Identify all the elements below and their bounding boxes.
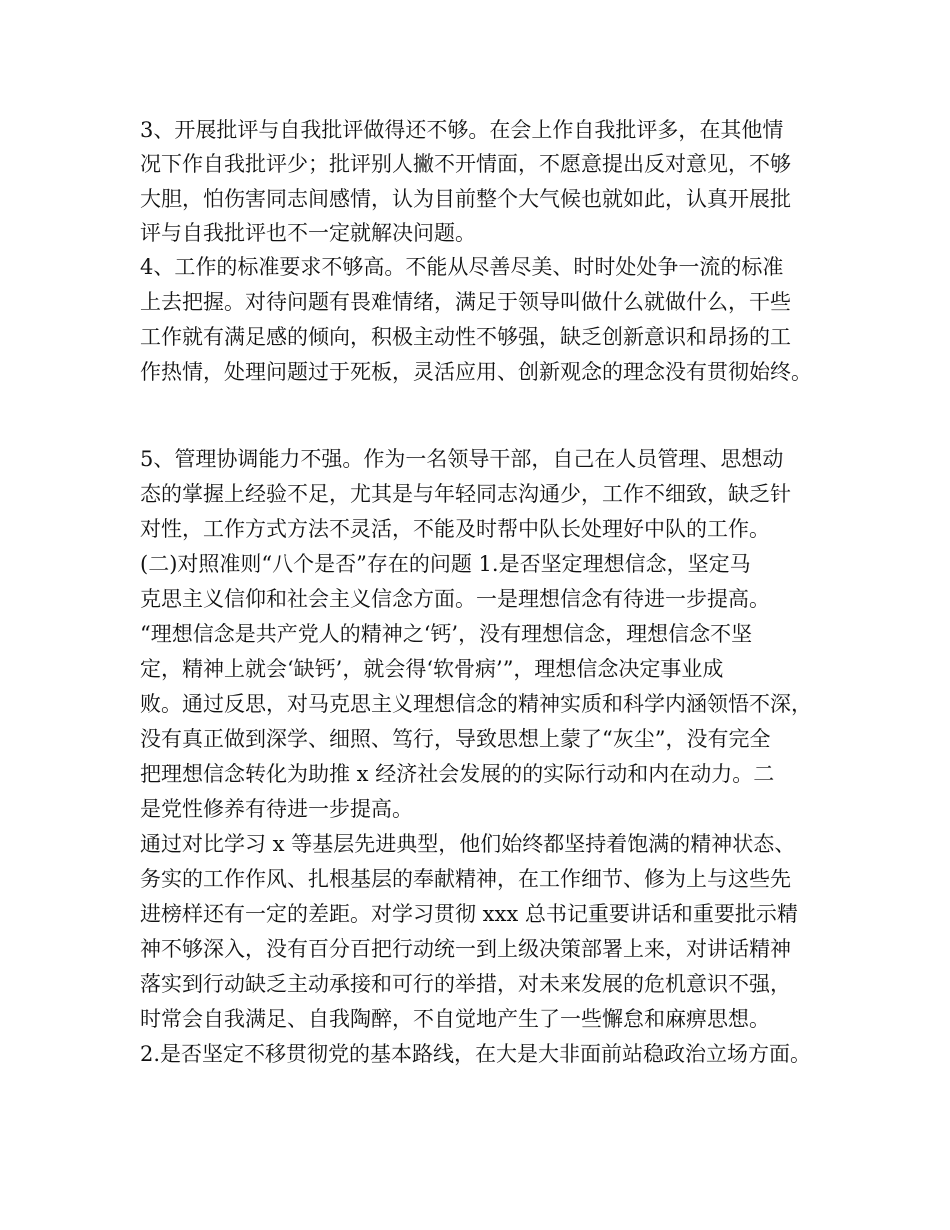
text-line: “理想信念是共产党人的精神之‘钙’，没有理想信念，理想信念不坚 (140, 622, 753, 646)
text-line: 况下作自我批评少；批评别人撇不开情面，不愿意提出反对意见，不够 (140, 152, 791, 176)
text-line: 通过对比学习 x 等基层先进典型，他们始终都坚持着饱满的精神状态、 (140, 832, 796, 856)
text-line: 上去把握。对待问题有畏难情绪，满足于领导叫做什么就做什么，干些 (140, 290, 791, 314)
text-line: 大胆，怕伤害同志间感情，认为目前整个大气候也就如此，认真开展批 (140, 187, 791, 211)
text-line: (二)对照准则“八个是否”存在的问题 1.是否坚定理想信念，坚定马 (140, 552, 751, 576)
text-line: 时常会自我满足、自我陶醉，不自觉地产生了一些懈怠和麻痹思想。 (140, 1007, 770, 1031)
text-line: 把理想信念转化为助推 x 经济社会发展的的实际行动和内在动力。二 (140, 762, 775, 786)
text-line: 2.是否坚定不移贯彻党的基本路线，在大是大非面前站稳政治立场方面。 (140, 1042, 812, 1066)
text-line: 5、管理协调能力不强。作为一名领导干部，自己在人员管理、思想动 (140, 447, 784, 471)
text-line: 神不够深入，没有百分百把行动统一到上级决策部署上来，对讲话精神 (140, 937, 791, 961)
text-line: 克思主义信仰和社会主义信念方面。一是理想信念有待进一步提高。 (140, 587, 770, 611)
text-line: 务实的工作作风、扎根基层的奉献精神，在工作细节、修为上与这些先 (140, 867, 791, 891)
text-line: 败。通过反思，对马克思主义理想信念的精神实质和科学内涵领悟不深， (140, 692, 812, 716)
text-line: 进榜样还有一定的差距。对学习贯彻 xxx 总书记重要讲话和重要批示精 (140, 902, 798, 926)
text-line: 评与自我批评也不一定就解决问题。 (140, 221, 476, 245)
text-line: 态的掌握上经验不足，尤其是与年轻同志沟通少，工作不细致，缺乏针 (140, 482, 791, 506)
text-line: 工作就有满足感的倾向，积极主动性不够强，缺乏创新意识和昂扬的工 (140, 325, 791, 349)
text-line: 作热情，处理问题过于死板，灵活应用、创新观念的理念没有贯彻始终。 (140, 360, 812, 384)
text-line: 对性，工作方式方法不灵活，不能及时帮中队长处理好中队的工作。 (140, 517, 770, 541)
text-line: 定，精神上就会‘缺钙’，就会得‘软骨病’”，理想信念决定事业成 (140, 657, 724, 681)
text-line: 没有真正做到深学、细照、笃行，导致思想上蒙了“灰尘”，没有完全 (140, 727, 771, 751)
text-line: 3、开展批评与自我批评做得还不够。在会上作自我批评多，在其他情 (140, 118, 784, 142)
text-line: 4、工作的标准要求不够高。不能从尽善尽美、时时处处争一流的标准 (140, 255, 784, 279)
text-line: 落实到行动缺乏主动承接和可行的举措，对未来发展的危机意识不强， (140, 972, 791, 996)
text-line: 是党性修养有待进一步提高。 (140, 797, 413, 821)
